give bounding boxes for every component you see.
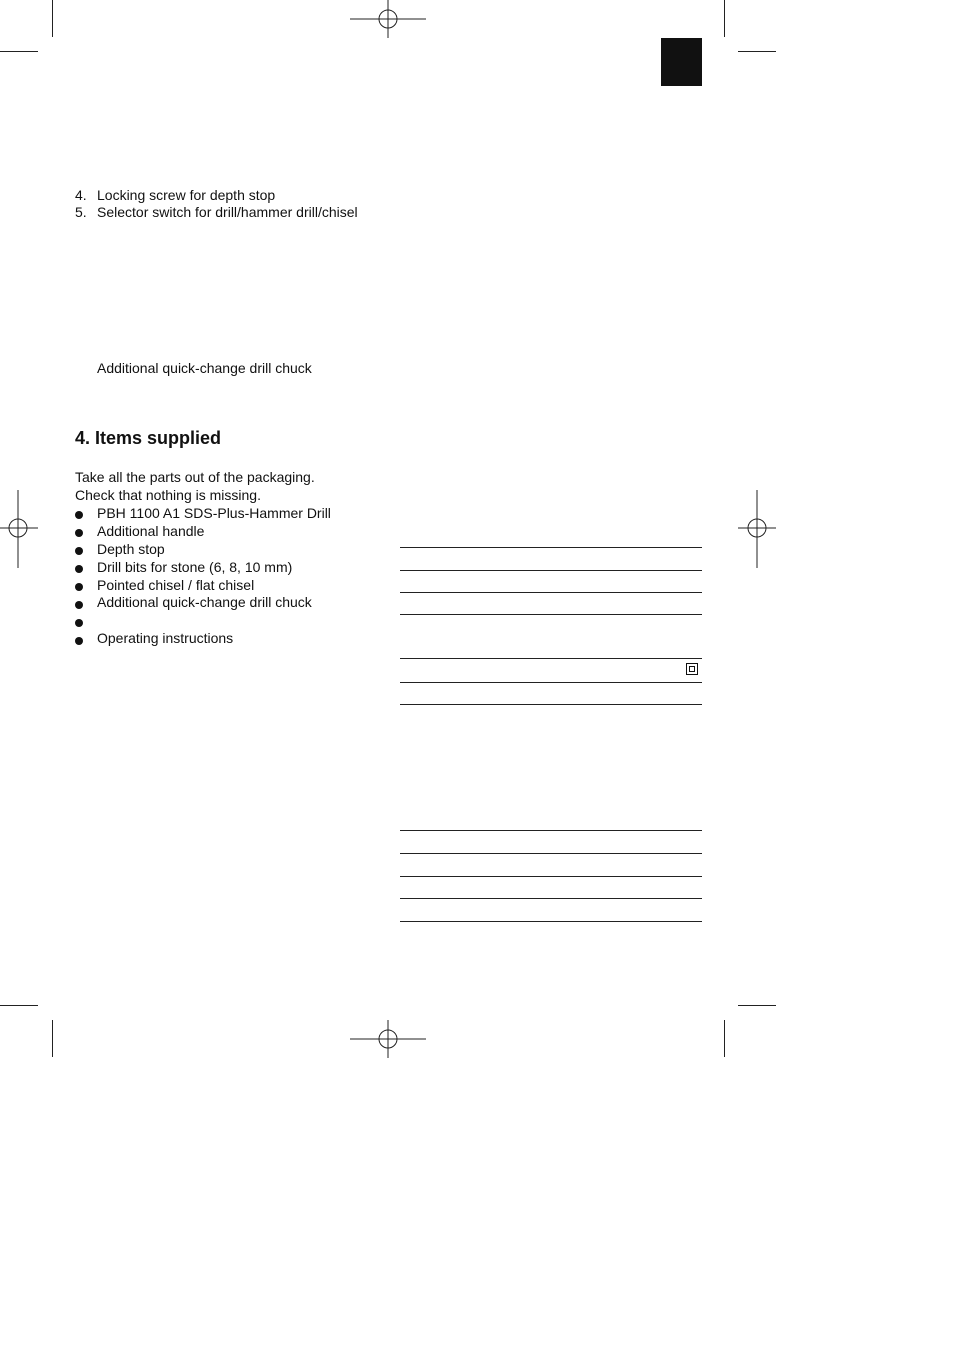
crop-mark (52, 1020, 53, 1057)
table-rule (400, 853, 702, 854)
list-item: PBH 1100 A1 SDS-Plus-Hammer Drill (97, 505, 331, 521)
table-rule (400, 921, 702, 922)
parts-list-label: Locking screw for depth stop (97, 187, 276, 203)
table-rule (400, 614, 702, 615)
language-tab-block (661, 38, 702, 86)
section-title: 4. Items supplied (75, 428, 222, 448)
list-item: Drill bits for stone (6, 8, 10 mm) (97, 559, 293, 575)
list-item: Additional quick-change drill chuck (97, 594, 312, 610)
bullet-icon (75, 529, 83, 537)
bullet-icon (75, 601, 83, 609)
table-rule (400, 658, 702, 659)
intro-line: Check that nothing is missing. (75, 487, 261, 503)
crop-mark (52, 0, 53, 37)
table-rule (400, 830, 702, 831)
list-item: Operating instructions (97, 630, 234, 646)
bullet-icon (75, 565, 83, 573)
crop-mark (724, 1020, 725, 1057)
table-rule (400, 876, 702, 877)
intro-line: Take all the parts out of the packaging. (75, 469, 315, 485)
crop-mark (738, 1005, 776, 1006)
bullet-icon (75, 511, 83, 519)
table-rule (400, 704, 702, 705)
accessory-note: Additional quick-change drill chuck (97, 360, 312, 376)
table-rule (400, 682, 702, 683)
registration-mark-icon (738, 490, 778, 570)
bullet-icon (75, 547, 83, 555)
bullet-icon (75, 637, 83, 645)
list-item: Additional handle (97, 523, 205, 539)
table-rule (400, 898, 702, 899)
registration-mark-icon (348, 0, 428, 40)
crop-mark (738, 51, 776, 52)
parts-list-number: 4. (75, 187, 87, 203)
crop-mark (724, 0, 725, 37)
parts-list-number: 5. (75, 204, 87, 220)
list-item: Pointed chisel / flat chisel (97, 577, 255, 593)
parts-list-label: Selector switch for drill/hammer drill/chisel (97, 204, 358, 220)
list-item: Depth stop (97, 541, 165, 557)
registration-mark-icon (0, 490, 40, 570)
crop-mark (0, 1005, 38, 1006)
registration-mark-icon (348, 1020, 428, 1060)
crop-mark (0, 51, 38, 52)
table-rule (400, 547, 702, 548)
bullet-icon (75, 619, 83, 627)
double-insulation-icon (686, 663, 698, 675)
table-rule (400, 592, 702, 593)
table-rule (400, 570, 702, 571)
bullet-icon (75, 583, 83, 591)
